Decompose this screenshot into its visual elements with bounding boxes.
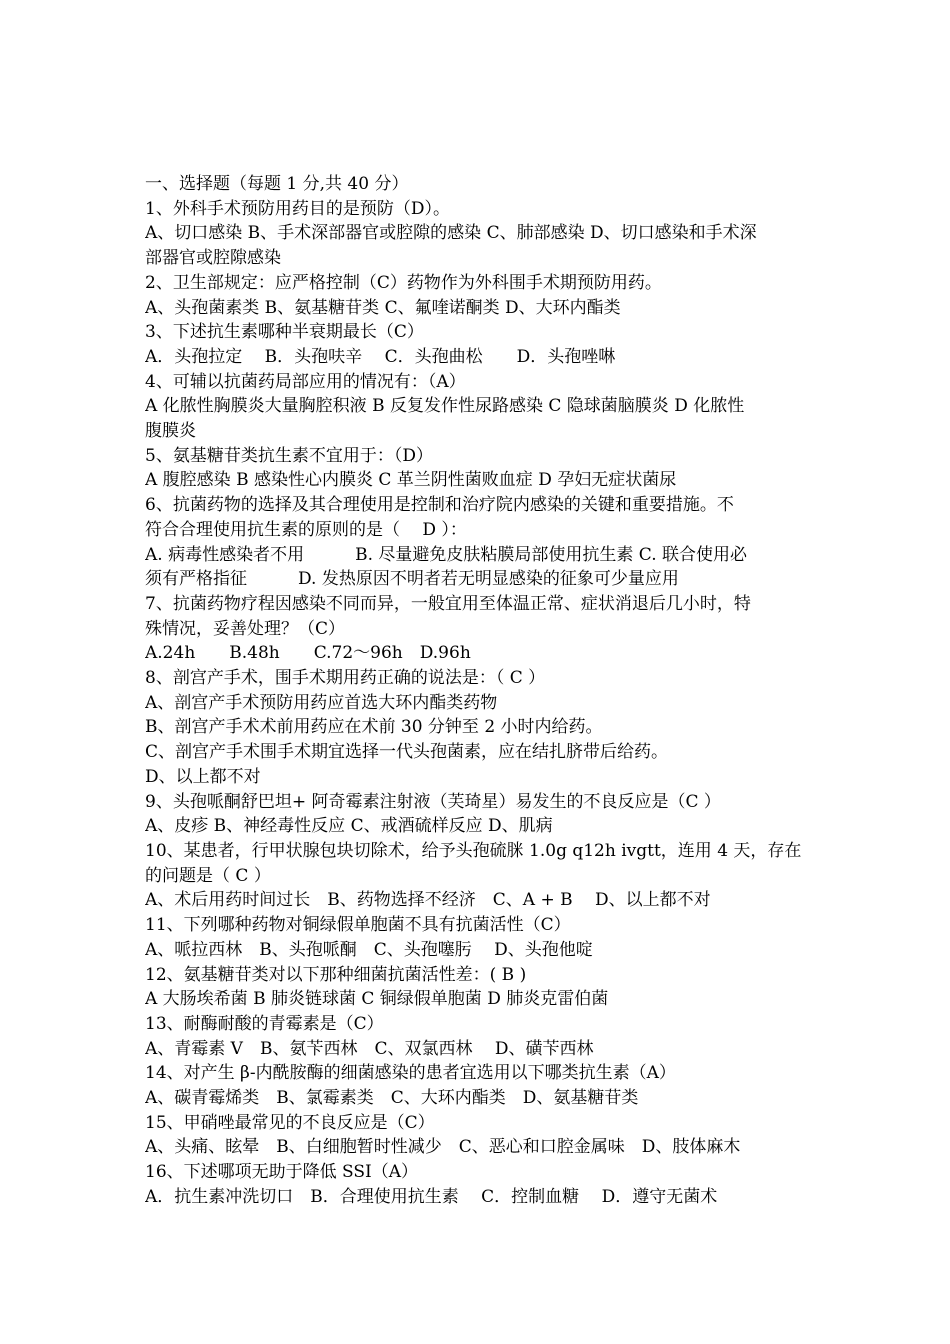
question-5: 5、氨基糖苷类抗生素不宜用于：（D） (145, 445, 433, 466)
question-16: 16、下述哪项无助于降低 SSI（A） (145, 1162, 419, 1183)
question-6-cont: 符合合理使用抗生素的原则的是（ D ）： (145, 519, 467, 540)
question-3-options: A．头孢拉定 B．头孢呋辛 C．头孢曲松 D．头孢唑啉 (145, 346, 616, 367)
section-heading: 一、选择题（每题 1 分,共 40 分） (145, 174, 409, 194)
question-8: 8、剖宫产手术，围手术期用药正确的说法是：（ C ） (145, 668, 546, 689)
question-2-options: A、头孢菌素类 B、氨基糖苷类 C、氟喹诺酮类 D、大环内酯类 (145, 297, 621, 318)
question-15-options: A、头痛、眩晕 B、白细胞暂时性减少 C、恶心和口腔金属味 D、肢体麻木 (145, 1137, 741, 1158)
question-10-options: A、术后用药时间过长 B、药物选择不经济 C、A + B D、以上都不对 (145, 890, 711, 911)
question-11: 11、下列哪种药物对铜绿假单胞菌不具有抗菌活性（C） (145, 915, 571, 936)
question-9: 9、头孢哌酮舒巴坦+ 阿奇霉素注射液（芙琦星）易发生的不良反应是（C ） (145, 791, 721, 812)
question-6-options-cont: 须有严格指征 D. 发热原因不明者若无明显感染的征象可少量应用 (145, 569, 679, 590)
question-1-options: A、切口感染 B、手术深部器官或腔隙的感染 C、肺部感染 D、切口感染和手术深 (145, 223, 757, 244)
question-7-cont: 殊情况，妥善处理？（C） (145, 618, 346, 639)
question-4-options-cont: 腹膜炎 (145, 421, 196, 442)
question-8-option-b: B、剖宫产手术术前用药应在术前 30 分钟至 2 小时内给药。 (145, 717, 603, 738)
question-16-options: A．抗生素冲洗切口 B．合理使用抗生素 C．控制血糖 D．遵守无菌术 (145, 1186, 718, 1207)
question-9-options: A、皮疹 B、神经毒性反应 C、戒酒硫样反应 D、肌病 (145, 816, 553, 837)
question-4-options: A 化脓性胸膜炎大量胸腔积液 B 反复发作性尿路感染 C 隐球菌脑膜炎 D 化脓性 (145, 396, 745, 417)
question-4: 4、可辅以抗菌药局部应用的情况有：（A） (145, 371, 466, 392)
question-14-options: A、碳青霉烯类 B、氯霉素类 C、大环内酯类 D、氨基糖苷类 (145, 1088, 639, 1109)
question-14: 14、对产生 β-内酰胺酶的细菌感染的患者宜选用以下哪类抗生素（A） (145, 1063, 676, 1084)
question-2: 2、卫生部规定：应严格控制（C）药物作为外科围手术期预防用药。 (145, 272, 662, 293)
question-10-cont: 的问题是（ C ） (145, 865, 271, 886)
question-8-option-a: A、剖宫产手术预防用药应首选大环内酯类药物 (145, 692, 498, 713)
question-12: 12、氨基糖苷类对以下那种细菌抗菌活性差：( B ) (145, 964, 527, 985)
question-11-options: A、哌拉西林 B、头孢哌酮 C、头孢噻肟 D、头孢他啶 (145, 939, 593, 960)
question-8-option-c: C、剖宫产手术围手术期宜选择一代头孢菌素，应在结扎脐带后给药。 (145, 742, 669, 763)
document-page (145, 172, 815, 1210)
question-1: 1、外科手术预防用药目的是预防（D）。 (145, 198, 450, 219)
question-5-options: A 腹腔感染 B 感染性心内膜炎 C 革兰阴性菌败血症 D 孕妇无症状菌尿 (145, 470, 677, 491)
question-7: 7、抗菌药物疗程因感染不同而异，一般宜用至体温正常、症状消退后几小时，特 (145, 593, 751, 614)
question-3: 3、下述抗生素哪种半衰期最长（C） (145, 322, 424, 343)
question-15: 15、甲硝唑最常见的不良反应是（C） (145, 1112, 435, 1133)
question-6-options: A. 病毒性感染者不用 B. 尽量避免皮肤粘膜局部使用抗生素 C. 联合使用必 (145, 544, 747, 565)
question-13-options: A、青霉素 V B、氨苄西林 C、双氯西林 D、磺苄西林 (145, 1038, 594, 1059)
question-7-options: A.24h B.48h C.72～96h D.96h (145, 643, 471, 664)
question-12-options: A 大肠埃希菌 B 肺炎链球菌 C 铜绿假单胞菌 D 肺炎克雷伯菌 (145, 989, 609, 1010)
question-10: 10、某患者，行甲状腺包块切除术，给予头孢硫脒 1.0g q12h ivgtt，连用 4 天，存在 (145, 840, 802, 861)
question-13: 13、耐酶耐酸的青霉素是（C） (145, 1013, 384, 1034)
question-6: 6、抗菌药物的选择及其合理使用是控制和治疗院内感染的关键和重要措施。不 (145, 495, 734, 516)
question-8-option-d: D、以上都不对 (145, 766, 261, 787)
question-1-options-cont: 部器官或腔隙感染 (145, 248, 281, 269)
